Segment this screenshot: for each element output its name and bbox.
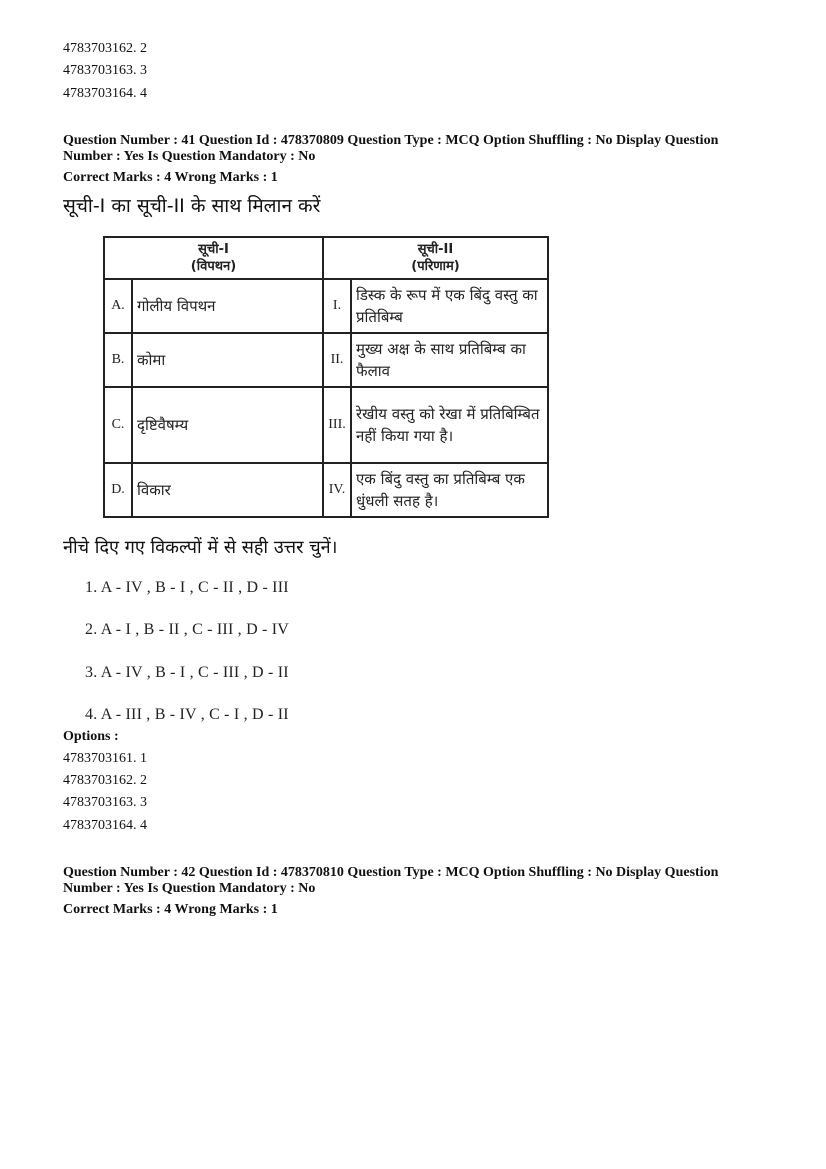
row-a-result: डिस्क के रूप में एक बिंदु वस्तु का प्रतिबिम्ब xyxy=(351,279,548,333)
options-label: Options : xyxy=(63,729,119,744)
list-1-subtitle: (विपथन) xyxy=(190,259,237,274)
option-3: 4783703163. 3 xyxy=(63,795,147,810)
row-c-result-key: III. xyxy=(323,387,351,463)
list-2-subtitle: (परिणाम) xyxy=(411,259,460,274)
prev-option-2: 4783703162. 2 xyxy=(63,41,147,56)
row-a-aberration: गोलीय विपथन xyxy=(132,279,323,333)
q42-meta-line1: Question Number : 42 Question Id : 478370810 Question Type : MCQ Option Shuffling : No Display Question xyxy=(63,865,719,880)
q41-meta xyxy=(63,133,763,165)
q42-marks: Correct Marks : 4 Wrong Marks : 1 xyxy=(63,902,278,917)
list-2-title: सूची-II xyxy=(417,242,454,257)
row-d-aberration: विकार xyxy=(132,463,323,517)
table-row xyxy=(104,333,548,387)
option-4: 4783703164. 4 xyxy=(63,818,147,833)
q41-marks: Correct Marks : 4 Wrong Marks : 1 xyxy=(63,170,278,185)
row-b-key: B. xyxy=(104,333,132,387)
row-d-result: एक बिंदु वस्तु का प्रतिबिम्ब एक धुंधली सतह है। xyxy=(351,463,548,517)
row-d-result-key: IV. xyxy=(323,463,351,517)
row-c-aberration: दृष्टिवैषम्य xyxy=(132,387,323,463)
table-row xyxy=(104,387,548,463)
choice-2: 2. A - I , B - II , C - III , D - IV xyxy=(85,621,290,638)
option-1: 4783703161. 1 xyxy=(63,751,147,766)
q41-meta-line1: Question Number : 41 Question Id : 478370809 Question Type : MCQ Option Shuffling : No Display Question xyxy=(63,133,719,148)
row-c-result: रेखीय वस्तु को रेखा में प्रतिबिम्बित नहीं किया गया है। xyxy=(351,387,548,463)
prev-option-3: 4783703163. 3 xyxy=(63,63,147,78)
choice-4: 4. A - III , B - IV , C - I , D - II xyxy=(85,706,289,723)
row-a-result-key: I. xyxy=(323,279,351,333)
row-b-result-key: II. xyxy=(323,333,351,387)
choice-3: 3. A - IV , B - I , C - III , D - II xyxy=(85,664,289,681)
q41-meta-line2: Number : Yes Is Question Mandatory : No xyxy=(63,149,316,164)
q41-choose-text: नीचे दिए गए विकल्पों में से सही उत्तर चुनें। xyxy=(63,537,338,558)
list-1-header xyxy=(104,237,323,279)
table-row xyxy=(104,279,548,333)
match-table xyxy=(103,236,549,518)
prev-option-4: 4783703164. 4 xyxy=(63,86,147,101)
table-row xyxy=(104,463,548,517)
table-header-row xyxy=(104,237,548,279)
row-b-result: मुख्य अक्ष के साथ प्रतिबिम्ब का फैलाव xyxy=(351,333,548,387)
option-2: 4783703162. 2 xyxy=(63,773,147,788)
q42-meta xyxy=(63,865,763,897)
choice-1: 1. A - IV , B - I , C - II , D - III xyxy=(85,579,289,596)
row-c-key: C. xyxy=(104,387,132,463)
list-2-header xyxy=(323,237,548,279)
list-1-title: सूची-I xyxy=(198,242,229,257)
row-d-key: D. xyxy=(104,463,132,517)
q41-instruction: सूची-I का सूची-II के साथ मिलान करें xyxy=(63,195,321,217)
q42-meta-line2: Number : Yes Is Question Mandatory : No xyxy=(63,881,316,896)
row-a-key: A. xyxy=(104,279,132,333)
row-b-aberration: कोमा xyxy=(132,333,323,387)
